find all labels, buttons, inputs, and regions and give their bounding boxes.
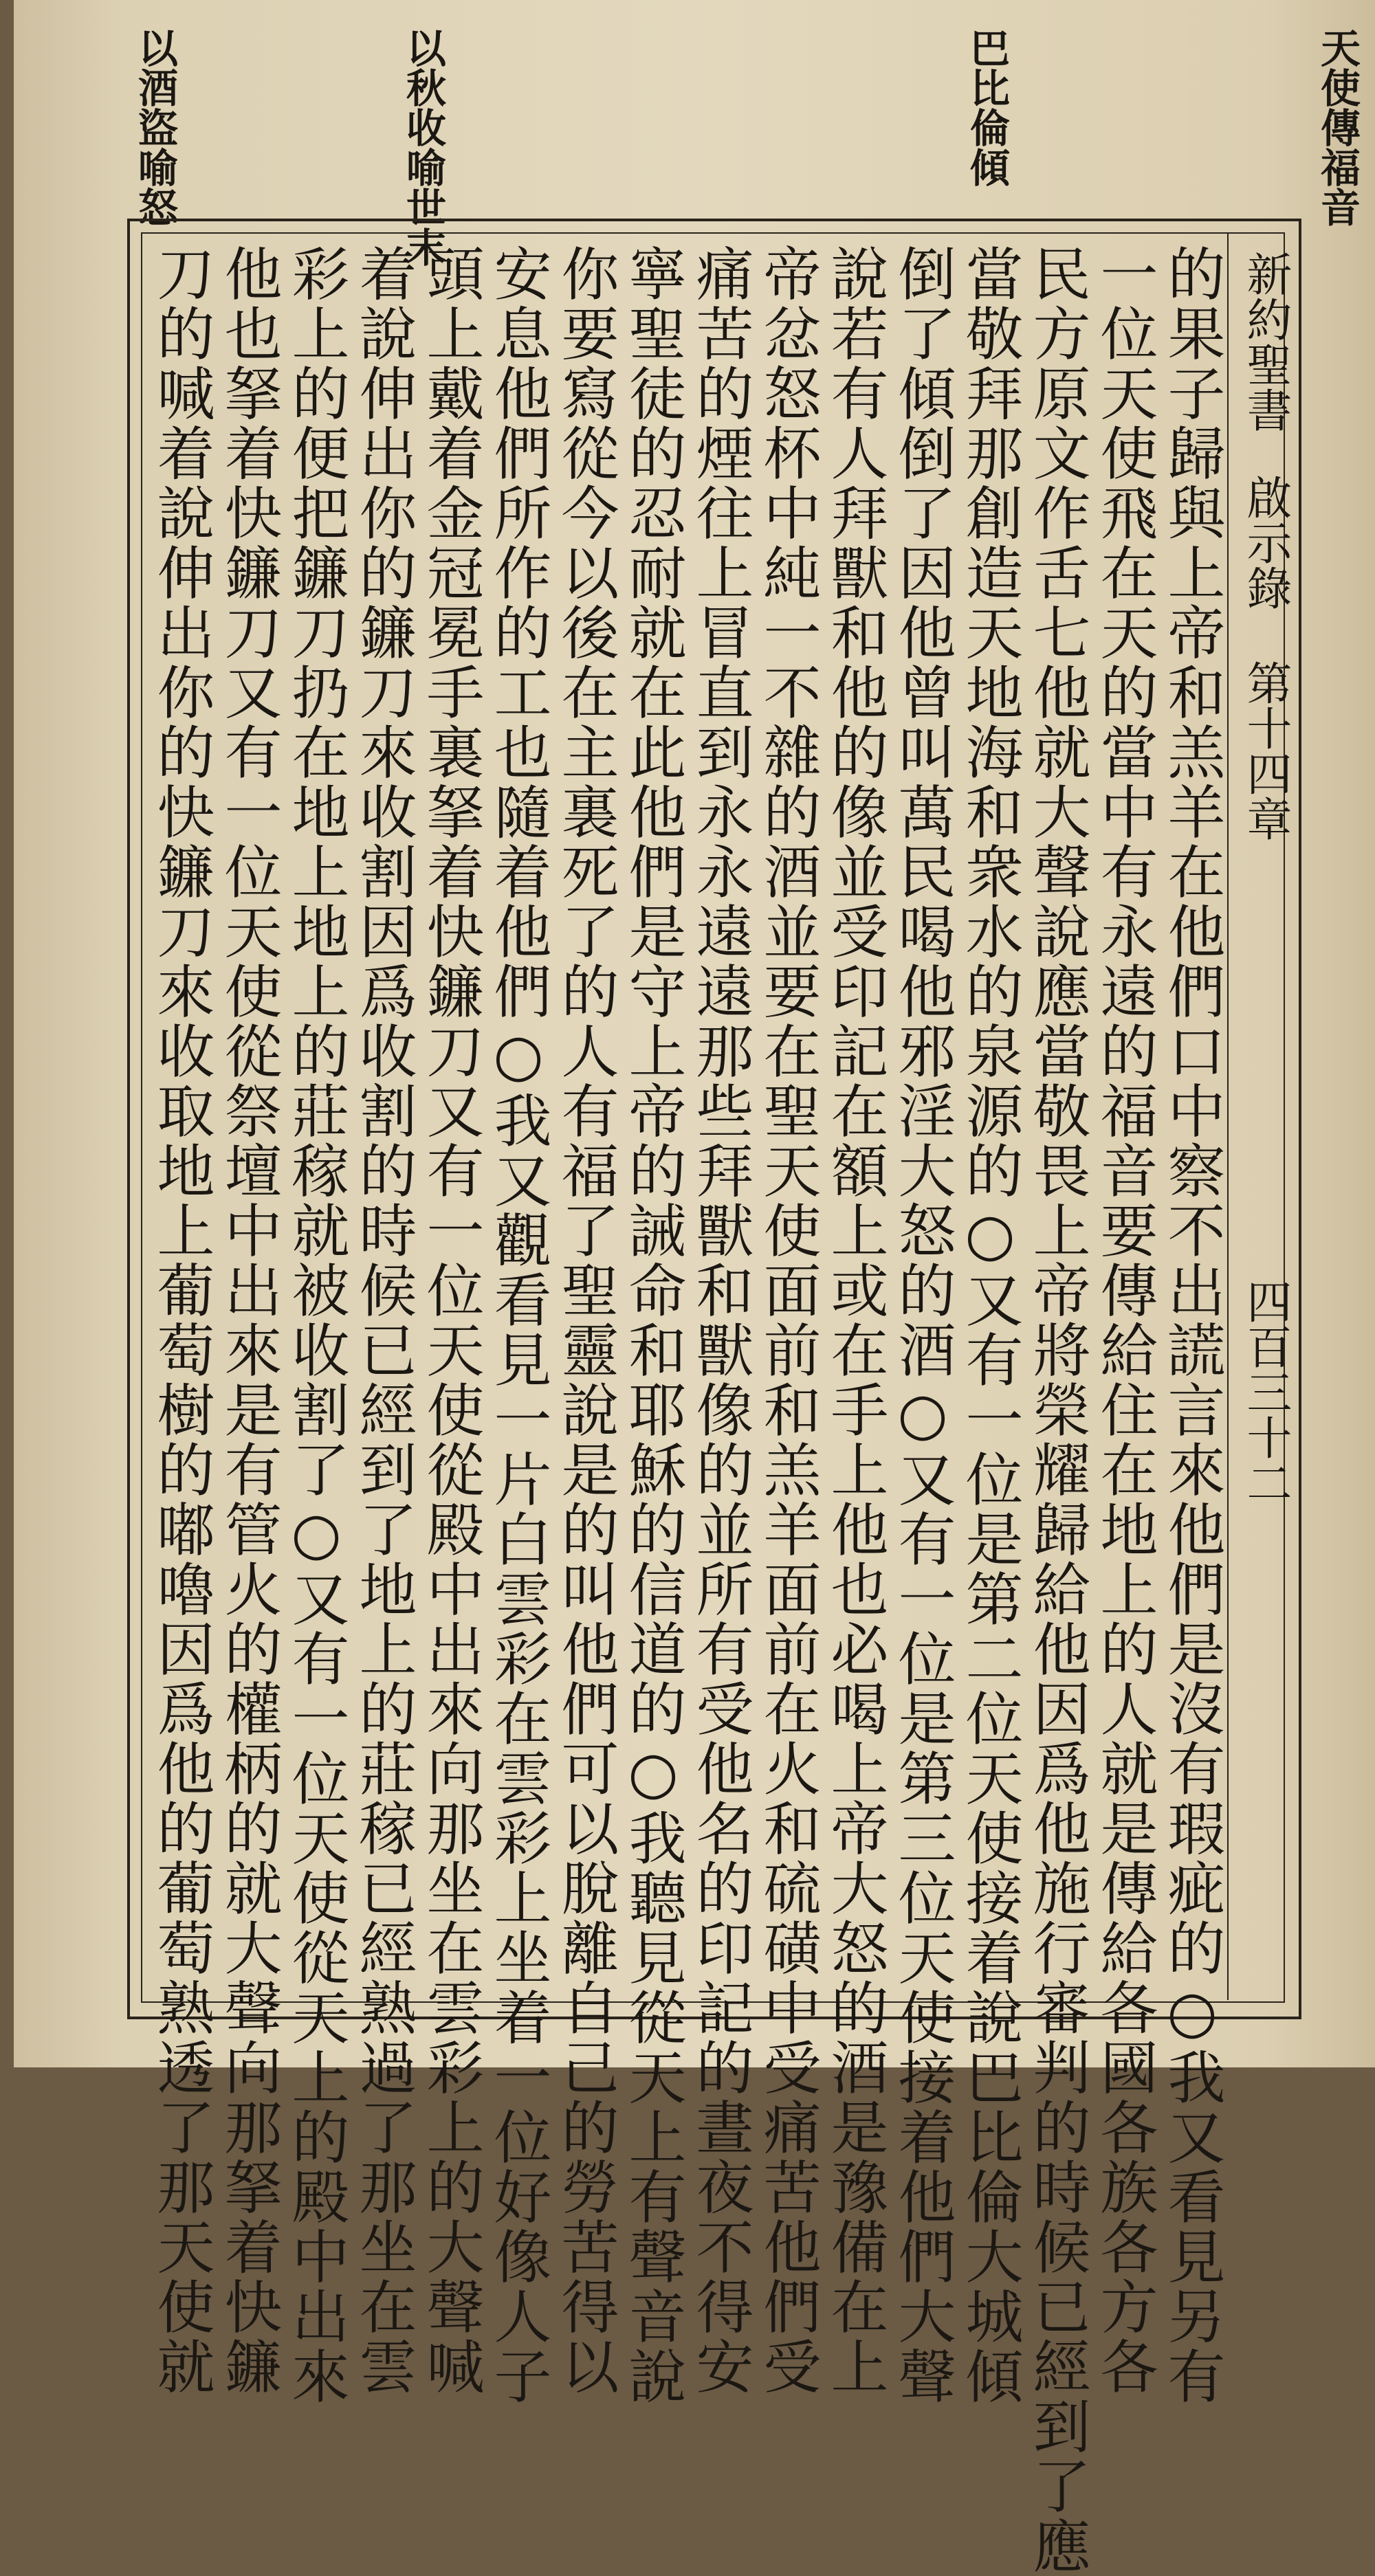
margin-note: 天使傳福音 [1314,27,1361,227]
text-column: 他也拏着快鐮刀又有一位天使從祭壇中出來是有管火的權柄的就大聲向那拏着快鐮 [215,244,283,2397]
page-number: 四百三十二 [1239,1278,1292,1505]
margin-note: 巴比倫傾 [963,27,1010,187]
text-column: 帝忿怒杯中純一不雜的酒並要在聖天使面前和羔羊面前在火和硫磺中受痛苦他們受 [754,244,822,2397]
book-page [14,0,1375,2576]
text-column: 刀的喊着說伸出你的快鐮刀來收取地上葡萄樹的嘟嚕因爲他的葡萄熟透了那天使就 [148,244,215,2397]
text-column: 當敬拜那創造天地海和衆水的泉源的○又有一位是第二位天使接着說巴比倫大城傾 [956,244,1024,2406]
section-title: 啟示錄 [1239,474,1292,610]
text-column: 寧聖徒的忍耐就在此他們是守上帝的誡命和耶穌的信道的○我聽見從天上有聲音說 [619,244,687,2406]
text-column: 頭上戴着金冠冕手裏拏着快鐮刀又有一位天使從殿中出來向那坐在雲彩上的大聲喊 [417,244,485,2397]
text-column: 的果子歸與上帝和羔羊在他們口中察不出謊言來他們是沒有瑕疵的○我又看見另有 [1158,244,1226,2406]
chapter-title: 第十四章 [1239,660,1292,841]
text-column: 着說伸出你的鐮刀來收割因爲收割的時候已經到了地上的莊稼已經熟過了那坐在雲 [350,244,417,2397]
text-column: 你要寫從今以後在主裏死了的人有福了聖靈說是的叫他們可以脫離自己的勞苦得以 [552,244,619,2397]
text-column: 民方原文作舌七他就大聲說應當敬畏上帝將榮耀歸給他因爲他施行審判的時候已經到了應 [1024,244,1091,2576]
header-divider [1227,232,1229,2000]
margin-note: 以酒盜喻怒 [131,27,178,227]
text-column: 倒了傾倒了因他曾叫萬民喝他邪淫大怒的酒○又有一位是第三位天使接着他們大聲 [889,244,956,2406]
margin-note: 以秋收喻世末 [399,27,446,267]
text-column: 安息他們所作的工也隨着他們○我又觀看見一片白雲彩在雲彩上坐着一位好像人子 [485,244,552,2406]
book-title: 新約聖書 [1239,251,1292,432]
text-column: 痛苦的煙往上冒直到永永遠遠那些拜獸和獸像的並所有受他名的印記的晝夜不得安 [687,244,754,2397]
text-column: 一位天使飛在天的當中有永遠的福音要傳給住在地上的人就是傳給各國各族各方各 [1091,244,1158,2397]
text-column: 說若有人拜獸和他的像並受印記在額上或在手上他也必喝上帝大怒的酒是豫備在上 [822,244,889,2397]
text-column: 彩上的便把鐮刀扔在地上地上的莊稼就被收割了○又有一位天使從天上的殿中出來 [283,244,350,2406]
